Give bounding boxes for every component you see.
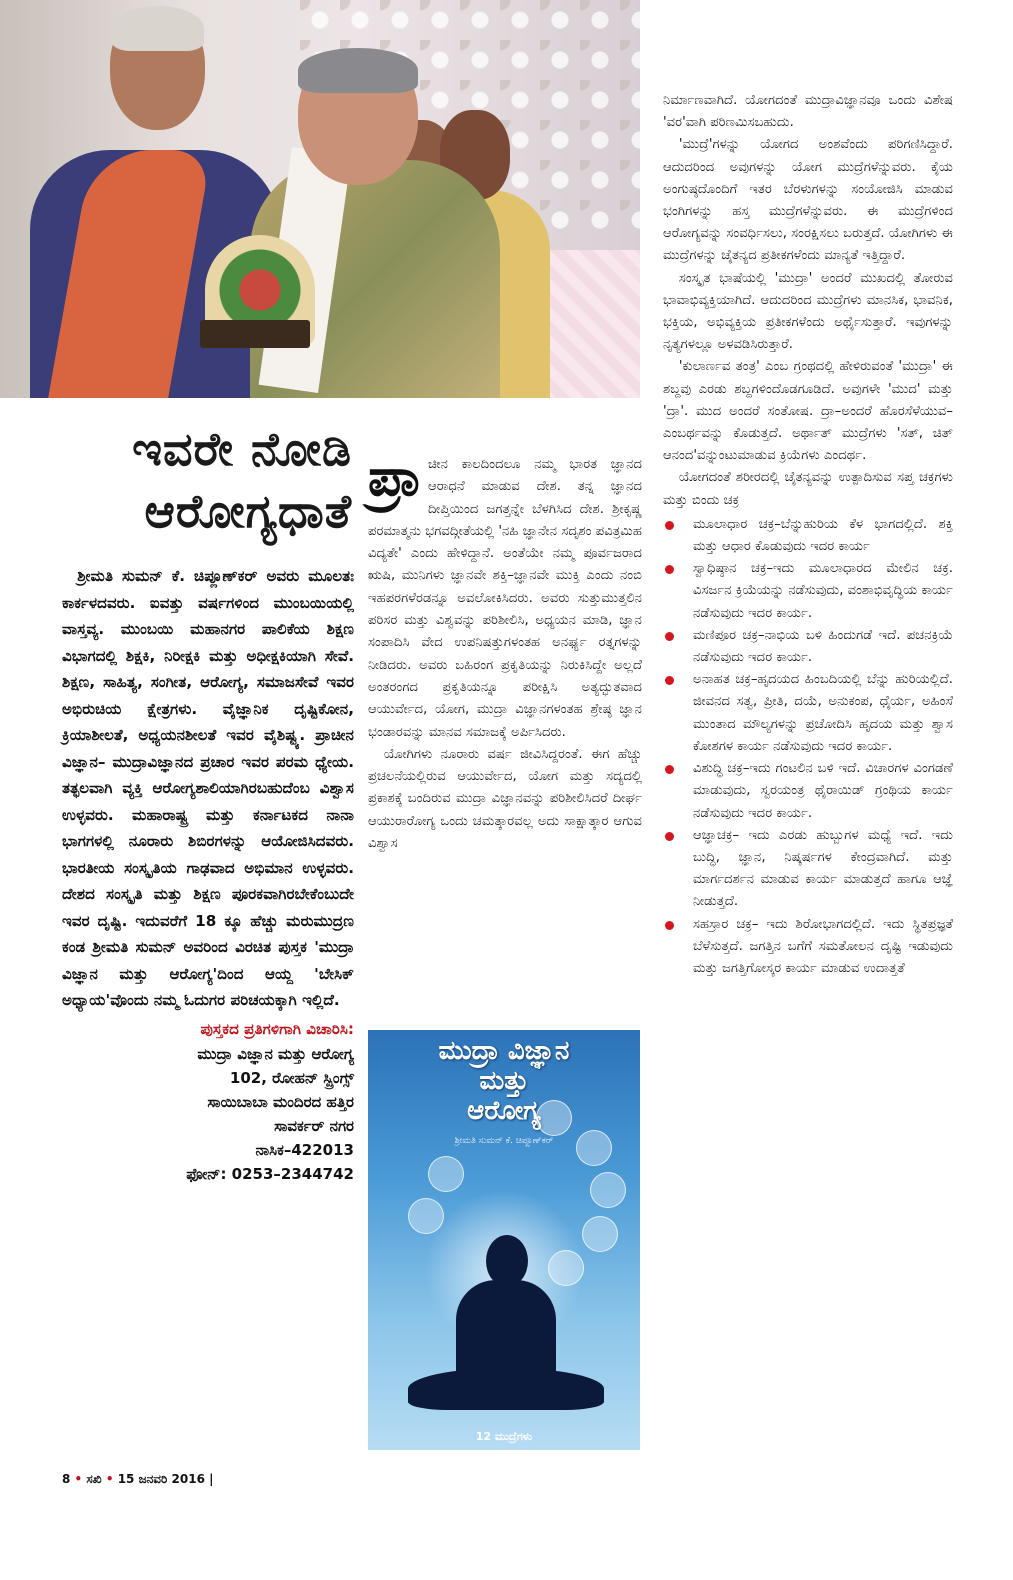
address-line: 102, ರೋಹನ್ ಸ್ಪ್ರಿಂಗ್ಸ್ <box>229 1069 354 1087</box>
chakra-text: ಸ್ವಾಧಿಷ್ಠಾನ ಚಕ್ರ–ಇದು ಮೂಲಾಧಾರದ ಮೇಲಿನ ಚಕ್ರ. ವಿಸರ್ಜನ ಕ್ರಿಯೆಯನ್ನು ನಡೆಸುವುದು, ವಂಶಾಭಿವೃದ್ಧಿಯ ಕಾರ್ಯ ನಡೆಸುವುದು ಇದರ ಕಾರ್ಯ. <box>693 561 953 621</box>
article-paragraph: ನಿರ್ಮಾಣವಾಗಿದೆ. ಯೋಗದಂತೆ ಮುದ್ರಾವಿಜ್ಞಾನವೂ ಒಂದು ವಿಶೇಷ 'ವರ'ವಾಗಿ ಪರಿಣಮಿಸಬಹುದು. <box>663 93 953 131</box>
author-bio <box>62 563 354 1186</box>
article-paragraph: 'ಮುದ್ರೆ'ಗಳನ್ನು ಯೋಗದ ಅಂಶವೆಂದು ಪರಿಗಣಿಸಿದ್ದಾರೆ. ಆದುದರಿಂದ ಅವುಗಳನ್ನು ಯೋಗ ಮುದ್ರೆಗಳೆನ್ನುವರು. ಕೈಯ ಅಂಗುಷ್ಠದೊಂದಿಗೆ ಇತರ ಬೆರಳುಗಳನ್ನು ಸಂಯೋಜಿಸಿ ಮಾಡುವ ಭಂಗಿಗಳನ್ನು ಹಸ್ತ ಮುದ್ರೆಗಳೆನ್ನುವರು. ಈ ಮುದ್ರೆಗಳಿಂದ ಆರೋಗ್ಯವನ್ನು ಸಂವರ್ಧಿಸಲು, ಸಂರಕ್ಷಿಸಲು ಬರುತ್ತದೆ. ಯೋಗಿಗಳು ಈ ಮುದ್ರೆಗಳನ್ನು ಚೈತನ್ಯದ ಪ್ರತೀಕಗಳೆಂದು ಮಾನ್ಯತೆ ಇತ್ತಿದ್ದಾರೆ. <box>663 137 953 264</box>
magazine-name: ಸಖಿ <box>86 1472 102 1486</box>
article-column-3 <box>663 90 953 980</box>
list-item <box>663 514 953 558</box>
book-title-line: ಆರೋಗ್ಯ <box>467 1096 541 1126</box>
book-title-line: ಮತ್ತು <box>479 1066 529 1096</box>
bullet-icon <box>665 921 674 930</box>
mudra-circle <box>576 1130 612 1166</box>
order-address <box>62 1042 354 1186</box>
article-text: ಚೀನ ಕಾಲದಿಂದಲೂ ನಮ್ಮ ಭಾರತ ಜ್ಞಾನದ ಆರಾಧನೆ ಮಾಡುವ ದೇಶ. ತನ್ನ ಜ್ಞಾನದ ದೀಪ್ತಿಯಿಂದ ಜಗತ್ತನ್ನೇ ಬೆಳಗಿಸಿದ ದೇಶ. ಶ್ರೀಕೃಷ್ಣ ಪರಮಾತ್ಮನು ಭಗವದ್ಗೀತೆಯಲ್ಲಿ 'ನಹಿ ಜ್ಞಾನೇನ ಸದೃಶಂ ಪವಿತ್ರಮಿಹ ವಿದ್ಯತೇ' ಎಂದು ಹೇಳಿದ್ದಾನೆ. ಅಂತೆಯೇ ನಮ್ಮ ಪೂರ್ವಜರಾದ ಋಷಿ, ಮುನಿಗಳು ಜ್ಞಾನವೇ ಶಕ್ತಿ–ಜ್ಞಾನವೇ ಮುಕ್ತಿ ಎಂದು ನಂಬಿ ಇಹಪರಗಳೆರಡನ್ನೂ ಅವಲೋಕಿಸಿದರು. ಅವರು ಸುತ್ತುಮುತ್ತಲಿನ ಪರಿಸರ ಮತ್ತು ವಿಶ್ವವನ್ನು ಪರಿಶೀಲಿಸಿ, ಅಧ್ಯಯನ ಮಾಡಿ, ಜ್ಞಾನ ಸಂಪಾದಿಸಿ ವೇದ ಉಪನಿಷತ್ತುಗಳಂತಹ ಅನರ್ಘ್ಯ ರತ್ನಗಳನ್ನು ನೀಡಿದರು. ಅವರು ಬಹಿರಂಗ ಪ್ರಕೃತಿಯನ್ನು ನಿರುಕಿಸಿದ್ದೇ ಅಲ್ಲದೆ ಅಂತರಂಗದ ಪ್ರಕೃತಿಯನ್ನೂ ಪರೀಕ್ಷಿಸಿ ಅತ್ಯದ್ಭುತವಾದ ಆಯುರ್ವೇದ, ಯೋಗ, ಮುದ್ರಾ ವಿಜ್ಞಾನಗಳಂತಹ ಶ್ರೇಷ್ಠ ಜ್ಞಾನ ಭಂಡಾರವನ್ನು ಮಾನವ ಸಮಾಜಕ್ಕೆ ಅರ್ಪಿಸಿದರು. <box>368 457 642 740</box>
book-title <box>368 1036 640 1126</box>
chakra-text: ಮೂಲಾಧಾರ ಚಕ್ರ–ಬೆನ್ನುಹುರಿಯ ಕೆಳ ಭಾಗದಲ್ಲಿದೆ. ಶಕ್ತಿ ಮತ್ತು ಆಧಾರ ಕೊಡುವುದು ಇದರ ಕಾರ್ಯ <box>693 516 953 555</box>
footer-rule: | <box>209 1472 214 1486</box>
book-author: ಶ್ರೀಮತಿ ಸುಮನ್ ಕೆ. ಚಿಪ್ಲೂಣ್‌ಕರ್ <box>454 1136 554 1146</box>
awardee-hair <box>298 48 418 93</box>
chakra-text: ಮಣಿಪೂರ ಚಕ್ರ–ನಾಭಿಯ ಬಳಿ ಹಿಂದುಗಡೆ ಇದೆ. ಪಚನಕ್ರಿಯೆ ನಡೆಸುವುದು ಇದರ ಕಾರ್ಯ. <box>693 627 953 666</box>
article-paragraph: 'ಕುಲಾರ್ಣವ ತಂತ್ರ' ಎಂಬ ಗ್ರಂಥದಲ್ಲಿ ಹೇಳಿರುವಂತೆ 'ಮುದ್ರಾ' ಈ ಶಬ್ದವು ಎರಡು ಶಬ್ದಗಳಿಂದೊಡಗೂಡಿದೆ. ಅವುಗಳೇ 'ಮುದ' ಮತ್ತು 'ದ್ರಾ'. ಮುದ ಅಂದರೆ ಸಂತೋಷ. ದ್ರಾ–ಅಂದರೆ ಹೊರಸೆಳೆಯುವ– ಎಂಬರ್ಥವನ್ನು ಕೊಡುತ್ತದೆ. ಅರ್ಥಾತ್ ಮುದ್ರೆಗಳು 'ಸತ್, ಚಿತ್ ಆನಂದ'ವನ್ನುಂಟುಮಾಡುವ ಕ್ರಿಯೆಗಳು ಎಂದರ್ಥ. <box>663 359 953 464</box>
issue-date: 15 ಜನವರಿ 2016 <box>117 1472 205 1486</box>
mudra-circle <box>536 1100 572 1136</box>
address-line: ಸಾವರ್ಕರ್ ನಗರ <box>274 1117 354 1135</box>
bullet-icon <box>665 565 674 574</box>
book-title-line: ಮುದ್ರಾ ವಿಜ್ಞಾನ <box>438 1036 570 1066</box>
bullet-icon <box>665 765 674 774</box>
address-phone: ಫೋನ್: 0253–2344742 <box>186 1165 354 1183</box>
bio-paragraph: ಶ್ರೀಮತಿ ಸುಮನ್ ಕೆ. ಚಿಪ್ಲೂಣ್‌ಕರ್ ಅವರು ಮೂಲತಃ ಕಾರ್ಕಳದವರು. ಐವತ್ತು ವರ್ಷಗಳಿಂದ ಮುಂಬಯಿಯಲ್ಲಿ ವಾಸ್ತವ್ಯ. ಮುಂಬಯಿ ಮಹಾನಗರ ಪಾಲಿಕೆಯ ಶಿಕ್ಷಣ ವಿಭಾಗದಲ್ಲಿ ಶಿಕ್ಷಕಿ, ನಿರೀಕ್ಷಕಿ ಮತ್ತು ಅಧೀಕ್ಷಕಿಯಾಗಿ ಸೇವೆ. ಶಿಕ್ಷಣ, ಸಾಹಿತ್ಯ, ಸಂಗೀತ, ಆರೋಗ್ಯ, ಸಮಾಜಸೇವೆ ಇವರ ಅಭಿರುಚಿಯ ಕ್ಷೇತ್ರಗಳು. ವೈಜ್ಞಾನಿಕ ದೃಷ್ಟಿಕೋನ, ಕ್ರಿಯಾಶೀಲತೆ, ಅಧ್ಯಯನಶೀಲತೆ ಇವರ ವೈಶಿಷ್ಟ್ಯ. ಪ್ರಾಚೀನ ವಿಜ್ಞಾನ– ಮುದ್ರಾವಿಜ್ಞಾನದ ಪ್ರಚಾರ ಇವರ ಪರಮ ಧ್ಯೇಯ. ತತ್ಫಲವಾಗಿ ವ್ಯಕ್ತಿ ಆರೋಗ್ಯಶಾಲಿಯಾಗಿರಬಹುದೆಂಬ ವಿಶ್ವಾಸ ಉಳ್ಳವರು. ಮಹಾರಾಷ್ಟ್ರ ಮತ್ತು ಕರ್ನಾಟಕದ ನಾನಾ ಭಾಗಗಳಲ್ಲಿ ನೂರಾರು ಶಿಬಿರಗಳನ್ನು ಆಯೋಜಿಸಿದವರು. ಭಾರತೀಯ ಸಂಸ್ಕೃತಿಯ ಗಾಢವಾದ ಅಭಿಮಾನ ಉಳ್ಳವರು. ದೇಶದ ಸಂಸ್ಕೃತಿ ಮತ್ತು ಶಿಕ್ಷಣ ಪೂರಕವಾಗಿರಬೇಕೆಂಬುದೇ ಇವರ ದೃಷ್ಟಿ. ಇದುವರೆಗೆ 18 ಕ್ಕೂ ಹೆಚ್ಚು ಮರುಮುದ್ರಣ ಕಂಡ ಶ್ರೀಮತಿ ಸುಮನ್ ಅವರಿಂದ ವಿರಚಿತ ಪುಸ್ತಕ 'ಮುದ್ರಾ ವಿಜ್ಞಾನ ಮತ್ತು ಆರೋಗ್ಯ'ದಿಂದ ಆಯ್ದ 'ಬೇಸಿಕ್ ಅಧ್ಯಾಯ'ವೊಂದು ನಮ್ಮ ಓದುಗರ ಪರಿಚಯಕ್ಕಾಗಿ ಇಲ್ಲಿದೆ. <box>62 567 354 1009</box>
list-item <box>663 825 953 914</box>
headline-line-1: ಇವರೇ ನೋಡಿ <box>132 422 352 476</box>
separator-dot: • <box>105 1472 114 1486</box>
list-item <box>663 625 953 669</box>
headline <box>30 418 352 542</box>
article-column-2 <box>368 448 642 855</box>
chakra-text: ವಿಶುದ್ಧಿ ಚಕ್ರ–ಇದು ಗಂಟಲಿನ ಬಳಿ ಇದೆ. ವಿಚಾರಗಳ ವಿಂಗಡಣೆ ಮಾಡುವುದು, ಸ್ವರಯಂತ್ರ ಥೈರಾಯಿಡ್ ಗ್ರಂಥಿಯ ಕಾರ್ಯ ನಡೆಸುವುದು ಇದರ ಕಾರ್ಯ. <box>693 761 953 821</box>
event-photo <box>0 0 640 398</box>
order-heading: ಪುಸ್ತಕದ ಪ್ರತಿಗಳಿಗಾಗಿ ವಿಚಾರಿಸಿ: <box>200 1019 354 1038</box>
headline-line-2: ಆರೋಗ್ಯಧಾತೆ <box>144 484 352 538</box>
separator-dot: • <box>74 1472 83 1486</box>
bullet-icon <box>665 676 674 685</box>
award-base <box>200 320 310 348</box>
mudra-circle <box>582 1216 618 1252</box>
bullet-icon <box>665 632 674 641</box>
article-paragraph: ಸಂಸ್ಕೃತ ಭಾಷೆಯಲ್ಲಿ 'ಮುದ್ರಾ' ಅಂದರೆ ಮುಖದಲ್ಲಿ ತೋರುವ ಭಾವಾಭಿವ್ಯಕ್ತಿಯಾಗಿದೆ. ಆದುದರಿಂದ ಮುದ್ರೆಗಳು ಮಾನಸಿಕ, ಭಾವನಿಕ, ಭಕ್ತಿಯ, ಅಭಿವ್ಯಕ್ತಿಯ ಪ್ರತೀಕಗಳೆಂದು ಅರ್ಥೈಸುತ್ತಾರೆ. ಇವುಗಳನ್ನು ನೃತ್ಯಗಳಲ್ಲೂ ಅಳವಡಿಸಿರುತ್ತಾರೆ. <box>663 270 953 353</box>
mudra-circle <box>428 1156 464 1192</box>
page-footer <box>62 1472 214 1487</box>
chakra-text: ಅನಾಹತ ಚಕ್ರ–ಹೃದಯದ ಹಿಂಬದಿಯಲ್ಲಿ ಬೆನ್ನು ಹುರಿಯಲ್ಲಿದೆ. ಜೀವನದ ಸತ್ವ, ಪ್ರೀತಿ, ದಯೆ, ಅನುಕಂಪ, ಧೈರ್ಯ, ಅಹಿಂಸೆ ಮುಂತಾದ ಮೌಲ್ಯಗಳನ್ನು ಪ್ರಚೋದಿಸಿ ಹೃದಯ ಮತ್ತು ಶ್ವಾಸ ಕೋಶಗಳ ಕಾರ್ಯ ನಡೆಸುವುದು ಇದರ ಕಾರ್ಯ. <box>693 672 953 754</box>
address-line: ನಾಸಿಕ–422013 <box>255 1141 354 1159</box>
list-item <box>663 558 953 625</box>
address-line: ಮುದ್ರಾ ವಿಜ್ಞಾನ ಮತ್ತು ಆರೋಗ್ಯ <box>197 1045 354 1063</box>
elder-woman-hair <box>112 6 204 51</box>
meditator-legs <box>408 1368 604 1410</box>
chakra-text: ಆಜ್ಞಾಚಕ್ರ– ಇದು ಎರಡು ಹುಬ್ಬುಗಳ ಮಧ್ಯೆ ಇದೆ. ಇದು ಬುದ್ಧಿ, ಜ್ಞಾನ, ನಿಷ್ಕರ್ಷಗಳ ಕೇಂದ್ರವಾಗಿದೆ. ಮತ್ತು ಮಾರ್ಗದರ್ಶನ ಮಾಡುವ ಕಾರ್ಯ ಮಾಡುತ್ತದೆ ಹಾಗೂ ಆಜ್ಞೆ ನೀಡುತ್ತದೆ. <box>693 827 953 910</box>
bullet-icon <box>665 832 674 841</box>
chakra-text: ಸಹಸ್ರಾರ ಚಕ್ರ– ಇದು ಶಿರೋಭಾಗದಲ್ಲಿದೆ. ಇದು ಸ್ಥಿತಪ್ರಜ್ಞತೆ ಬೆಳೆಸುತ್ತದೆ. ಜಗತ್ತಿನ ಬಗೆಗೆ ಸಮತೋಲನ ದೃಷ್ಟಿ ಇಡುವುದು ಮತ್ತು ಜಗತ್ತಿಗೋಸ್ಕರ ಕಾರ್ಯ ಮಾಡುವ ಉದಾತ್ತತೆ <box>693 916 953 976</box>
book-footer: 12 ಮುದ್ರೆಗಳು <box>475 1430 533 1443</box>
article-paragraph: ಯೋಗದಂತೆ ಶರೀರದಲ್ಲಿ ಚೈತನ್ಯವನ್ನು ಉತ್ಪಾದಿಸುವ ಸಪ್ತ ಚಕ್ರಗಳು ಮತ್ತು ಬಿಂದು ಚಕ್ರ <box>663 470 953 508</box>
article-paragraph: ಯೋಗಿಗಳು ನೂರಾರು ವರ್ಷ ಜೀವಿಸಿದ್ದರಂತೆ. ಈಗ ಹೆಚ್ಚು ಪ್ರಚಲನೆಯಲ್ಲಿರುವ ಆಯುರ್ವೇದ, ಯೋಗ ಮತ್ತು ಸದ್ಯದಲ್ಲಿ ಪ್ರಕಾಶಕ್ಕೆ ಬಂದಿರುವ ಮುದ್ರಾ ವಿಜ್ಞಾನವನ್ನು ಪರಿಶೀಲಿಸಿದರೆ ದೀರ್ಘ ಆಯುರಾರೋಗ್ಯ ಒಂದು ಚಮತ್ಕಾರವಲ್ಲ ಅದು ಸಾಕ್ಷಾತ್ಕಾರ ಆಗುವ ವಿಶ್ವಾಸ <box>368 746 642 852</box>
chakra-list <box>663 514 953 980</box>
drop-cap: ಪ್ರಾ <box>368 448 422 508</box>
list-item <box>663 669 953 758</box>
bullet-icon <box>665 521 674 530</box>
book-cover <box>368 1030 640 1450</box>
address-line: ಸಾಯಿಬಾಬಾ ಮಂದಿರದ ಹತ್ತಿರ <box>207 1093 354 1111</box>
list-item <box>663 758 953 825</box>
list-item <box>663 914 953 981</box>
article-paragraph <box>368 448 642 744</box>
mudra-circle <box>590 1172 626 1208</box>
page-number: 8 <box>62 1472 71 1486</box>
